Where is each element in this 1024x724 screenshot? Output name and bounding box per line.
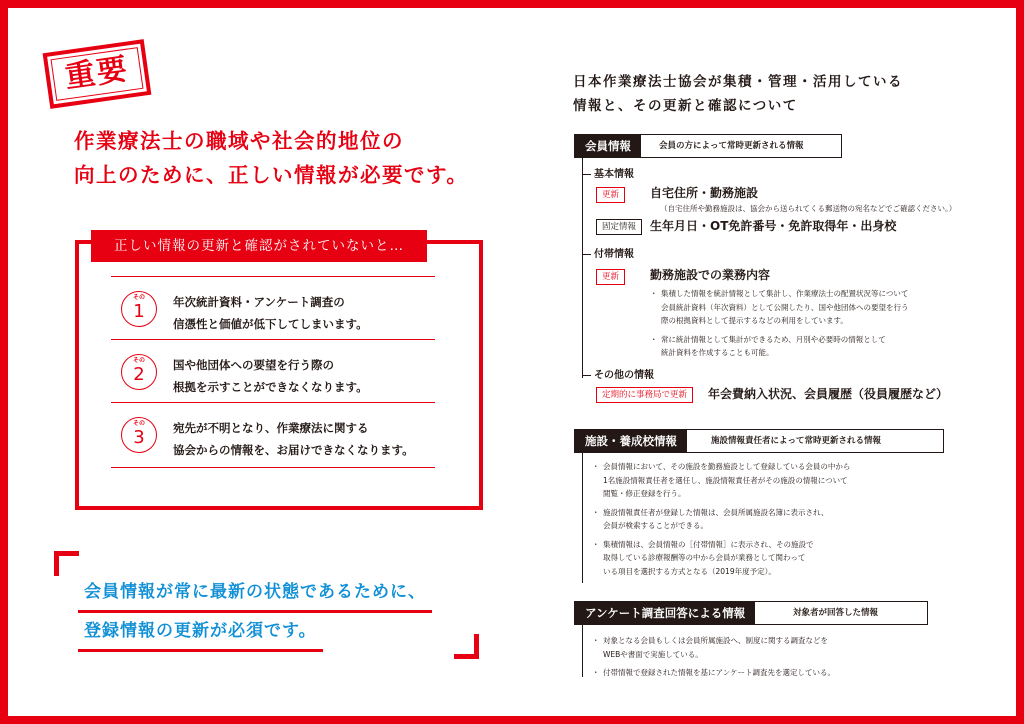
important-stamp: 重要: [43, 39, 152, 109]
bullet-line: ・ 施設情報責任者が登録した情報は、会員所属施設名簿に表示され、: [603, 507, 829, 517]
survey-info-label: アンケート調査回答による情報: [575, 602, 755, 624]
bullet-line: 取得している診療報酬等の中から会員が業務として関わって: [603, 553, 806, 562]
must-message-line-1: 会員情報が常に最新の状態であるために、: [78, 574, 432, 613]
bullet-item: [652, 287, 909, 328]
survey-bullets: [594, 634, 835, 685]
must-message-line-2: 登録情報の更新が必須です。: [78, 613, 323, 652]
bullet-line: ・ 会員情報において、その施設を勤務施設として登録している会員の中から: [603, 462, 851, 471]
bullet-line: いる項目を選択する方式となる（2019年度予定）。: [603, 566, 776, 576]
must-message: [78, 574, 432, 652]
warning-item-line: 根拠を示すことができなくなります。: [173, 380, 368, 394]
right-title-line-1: 日本作業療法士協会が集積・管理・活用している: [573, 74, 903, 90]
right-title: [573, 70, 903, 118]
basic-update-text: 自宅住所・勤務施設: [650, 186, 759, 200]
warning-item-line: 宛先が不明となり、作業療法に関する: [173, 421, 369, 435]
bullet-line: WEBや書面で実施している。: [603, 649, 703, 659]
member-info-tree-line: [582, 158, 583, 378]
warning-item-3: [111, 402, 435, 457]
page: [8, 8, 1016, 716]
bracket-open-icon: [54, 551, 79, 576]
member-info-header: [574, 134, 842, 158]
bullet-line: 際の根拠資料として提示するなどの利用をしています。: [661, 316, 848, 325]
facility-info-label: 施設・養成校情報: [575, 430, 687, 452]
bullet-item: [594, 666, 835, 680]
bullet-item: [594, 460, 850, 501]
item-number: 3: [133, 427, 145, 448]
update-tag: 更新: [596, 187, 625, 203]
item-number: 1: [133, 301, 145, 322]
warning-item-line: 信憑性と価値が低下してしまいます。: [173, 317, 368, 331]
bullet-line: 会員統計資料（年次資料）として公開したり、国や他団体への要望を行う: [661, 302, 909, 312]
member-info-note: 会員の方によって常時更新される情報: [659, 141, 804, 151]
bullet-line: 会員が検索することができる。: [603, 521, 708, 530]
warning-item-text: [173, 417, 443, 461]
additional-info-label: 付帯情報: [583, 248, 634, 262]
survey-info-tree-line: [582, 625, 583, 677]
bullet-line: ・ 対象となる会員もしくは会員所属施設へ、制度に関する調査などを: [603, 636, 828, 645]
bullet-item: [652, 333, 909, 360]
bullet-line: 閲覧・修正登録を行う。: [603, 489, 686, 498]
warning-box-title: 正しい情報の更新と確認がされていないと…: [91, 230, 427, 262]
facility-info-note: 施設情報責任者によって常時更新される情報: [711, 436, 882, 446]
bullet-line: 統計資料を作成することも可能。: [661, 348, 774, 357]
sono-label: その: [132, 357, 145, 364]
bullet-line: ・ 集積した情報を統計情報として集計し、作業療法士の配置状況等について: [661, 289, 909, 298]
survey-info-note: 対象者が回答した情報: [793, 608, 879, 618]
basic-update-note: （自宅住所や勤務施設は、協会から送られてくる郵送物の宛名などでご確認ください。）: [660, 204, 957, 213]
facility-bullets: [594, 460, 850, 583]
number-circle-icon: [121, 417, 157, 453]
warning-item-text: [173, 291, 443, 335]
bullet-line: 1名施設情報責任者を選任し、施設情報責任者がその施設の情報について: [603, 475, 848, 485]
right-title-line-2: 情報と、その更新と確認について: [573, 98, 798, 114]
warning-box: [75, 240, 483, 510]
warning-item-line: 年次統計資料・アンケート調査の: [173, 295, 345, 309]
facility-info-header: [574, 429, 944, 453]
update-tag: 更新: [596, 269, 625, 285]
bullet-item: [594, 538, 850, 579]
fixed-tag: 固定情報: [596, 219, 642, 235]
facility-info-tree-line: [582, 453, 583, 583]
warning-divider: [111, 467, 435, 468]
other-info-text: 年会費納入状況、会員履歴（役員履歴など）: [708, 387, 949, 401]
number-circle-icon: [121, 291, 157, 327]
bracket-close-icon: [454, 634, 479, 659]
warning-item-line: 国や他団体への要望を行う際の: [173, 358, 334, 372]
warning-item-1: [111, 276, 435, 331]
periodic-update-tag: 定期的に事務局で更新: [596, 387, 693, 403]
bullet-item: [594, 506, 850, 533]
item-number: 2: [133, 364, 145, 385]
bullet-line: ・ 常に統計情報として集計ができるため、月別や必要時の情報として: [661, 334, 886, 344]
warning-item-line: 協会からの情報を、お届けできなくなります。: [173, 443, 414, 457]
warning-item-2: [111, 339, 435, 394]
member-info-label: 会員情報: [575, 135, 641, 157]
sono-label: その: [132, 420, 145, 427]
headline-line-1: 作業療法士の職域や社会的地位の: [74, 129, 404, 153]
other-info-label: その他の情報: [583, 369, 654, 383]
headline: [74, 124, 468, 192]
additional-bullets: [652, 287, 909, 365]
number-circle-icon: [121, 354, 157, 390]
bullet-item: [594, 634, 835, 661]
survey-info-header: [574, 601, 928, 625]
basic-info-label: 基本情報: [583, 168, 634, 182]
bullet-line: ・ 集積情報は、会員情報の［付帯情報］に表示され、その施設で: [603, 539, 814, 549]
basic-fixed-text: 生年月日・OT免許番号・免許取得年・出身校: [650, 219, 897, 233]
warning-item-text: [173, 354, 443, 398]
additional-update-text: 勤務施設での業務内容: [650, 268, 771, 282]
headline-line-2: 向上のために、正しい情報が必要です。: [74, 163, 469, 187]
sono-label: その: [132, 294, 145, 301]
bullet-line: ・ 付帯情報で登録された情報を基にアンケート調査先を選定している。: [603, 668, 836, 677]
